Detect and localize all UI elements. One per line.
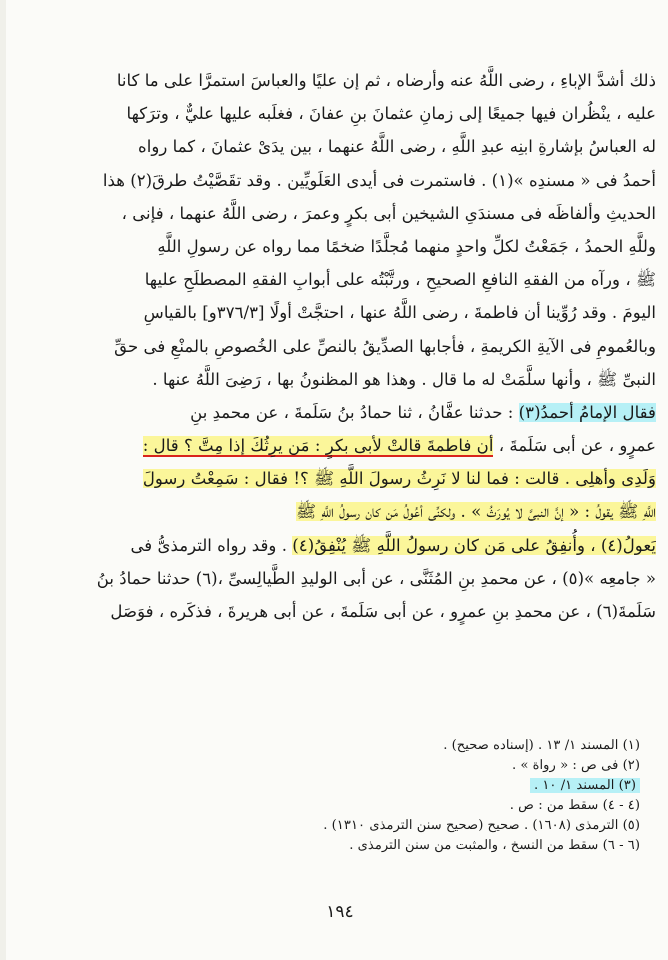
text-segment: وبالعُمومِ فى الآيةِ الكريمةِ ، فأجابها الصدِّيقُ بالنصِّ على الخُصوصِ بالمنْعِ فى حقِّ (114, 336, 656, 356)
footnote-text: (٦ - ٦) سقط من النسخ ، والمثبت من سنن الترمذى . (349, 838, 640, 853)
footnote (80, 756, 640, 776)
footnote-text: (٥) الترمذى (١٦٠٨) . صحيح (صحيح سنن الترمذى ١٣١٠) . (323, 818, 640, 833)
text-line (46, 296, 656, 329)
highlighted-text: أن فاطمةَ قالتْ لأبى بكرٍ : مَن يرِثُكَ إذا مِتَّ ؟ قال : (142, 436, 494, 456)
text-line (46, 230, 656, 263)
text-segment: الحديثِ وألفاظَه فى مسندَىِ الشيخين أبى بكرٍ وعمرَ ، رضى اللَّهُ عنهما ، فإنى ، (121, 203, 656, 223)
highlighted-text: يَعولُ(٤) ، وأُنفِقُ على مَن كان رسولُ اللَّهِ ﷺ يُنْفِقُ(٤) (292, 535, 656, 555)
text-line (46, 429, 656, 462)
highlighted-footnote-text: (٣) المسند ١/ ١٠ . (530, 778, 640, 793)
footnote-text: (١) المسند ١/ ١٣ . (إسناده صحيح) . (443, 738, 640, 753)
footnote (80, 836, 640, 856)
body-text (46, 64, 656, 628)
text-line (46, 363, 656, 396)
text-line (46, 495, 656, 528)
highlighted-text: وَلَدِى وأهلِى . قالت : فما لنا لا نَرِثُ رسولَ اللَّهِ ﷺ ؟! فقال : سَمِعْتُ رسولَ (142, 469, 656, 489)
text-segment: . وقد رواه الترمذىُّ فى (130, 535, 293, 555)
footnote-text: (٢) فى ص : « رواة » . (511, 758, 640, 773)
text-segment: : حدثنا عفَّانُ ، ثنا حمادُ بنُ سَلَمةَ ، عن محمدِ بنِ (190, 402, 519, 422)
highlighted-text: فقال الإمامُ أحمدُ(٣) (518, 402, 656, 422)
page-number: ١٩٤ (326, 902, 354, 922)
footnote (80, 816, 640, 836)
text-line (46, 64, 656, 97)
text-line (46, 130, 656, 163)
text-line (46, 595, 656, 628)
text-line (46, 263, 656, 296)
text-segment: وللَّهِ الحمدُ ، جَمَعْتُ لكلِّ واحدٍ منهما مُجلَّدًا ضخمًا مما رواه عن رسولِ اللَّهِ (157, 236, 656, 256)
text-segment: سَلَمةَ(٦) ، عن محمدِ بنِ عمرٍو ، عن أبى سَلَمةَ ، عن أبى هريرةَ ، فذكَره ، فوَصَل (110, 602, 656, 621)
text-segment: « جامعِه »(٥) ، عن محمدِ بنِ المُثَنَّى ، عن أبى الوليدِ الطَّيالِسىِّ ،(٦) حدثنا حمادُ بنُ (96, 568, 656, 588)
text-segment: عليه ، ينْظُران فيها جميعًا إلى زمانِ عثمانَ بنِ عفانَ ، فغلَبه عليها عليٌّ ، وترَكها (126, 104, 656, 124)
footnote (80, 776, 640, 796)
text-segment: النبىِّ ﷺ ، وأنها سلَّمَتْ له ما قال . وهذا هو المظنونُ بها ، رَضِىَ اللَّهُ عنها . (152, 369, 656, 389)
text-line (46, 164, 656, 197)
text-line (46, 462, 656, 495)
footnote (80, 796, 640, 816)
text-line (46, 197, 656, 230)
text-segment: اليومَ . وقد رُوِّينا أن فاطمةَ ، رضى اللَّهُ عنها ، احتجَّتْ أولًا [٣٧٦/٣و] بالقياسِ (143, 303, 656, 323)
footnote (80, 736, 640, 756)
text-segment: ﷺ ، ورآه من الفقهِ النافعِ الصحيحِ ، ورتَّبْتُه على أبوابِ الفقهِ المصطلَحِ عليها (144, 270, 656, 290)
text-segment: ذلك أشدَّ الإباءِ ، رضى اللَّهُ عنه وأرضاه ، ثم إن عليًا والعباسَ استمرَّا على ما كانا (116, 71, 656, 90)
highlighted-text: اللَّهِ ﷺ يقولُ : « إنَّ النبىَّ لا يُورَثُ » . ولكنِّى أعُولُ مَن كان رسولُ اللَّهِ ﷺ (296, 502, 656, 522)
footnote-text: (٤ - ٤) سقط من : ص . (509, 798, 640, 813)
text-segment: أحمدُ فى « مسندِه »(١) . فاستمرت فى أيدى العَلَويِّين . وقد تقَصَّيْتُ طرقَ(٢) هذا (102, 170, 656, 190)
text-line (46, 396, 656, 429)
text-line (46, 529, 656, 562)
text-line (46, 330, 656, 363)
text-segment: له العباسُ بإشارةِ ابنِه عبدِ اللَّهِ ، رضى اللَّهُ عنهما ، بين يدَىْ عثمانَ ، كما رواه (138, 137, 656, 157)
text-line (46, 97, 656, 130)
text-line (46, 562, 656, 595)
footnotes (80, 736, 640, 856)
text-segment: عمرٍو ، عن أبى سَلَمةَ ، (493, 436, 656, 456)
